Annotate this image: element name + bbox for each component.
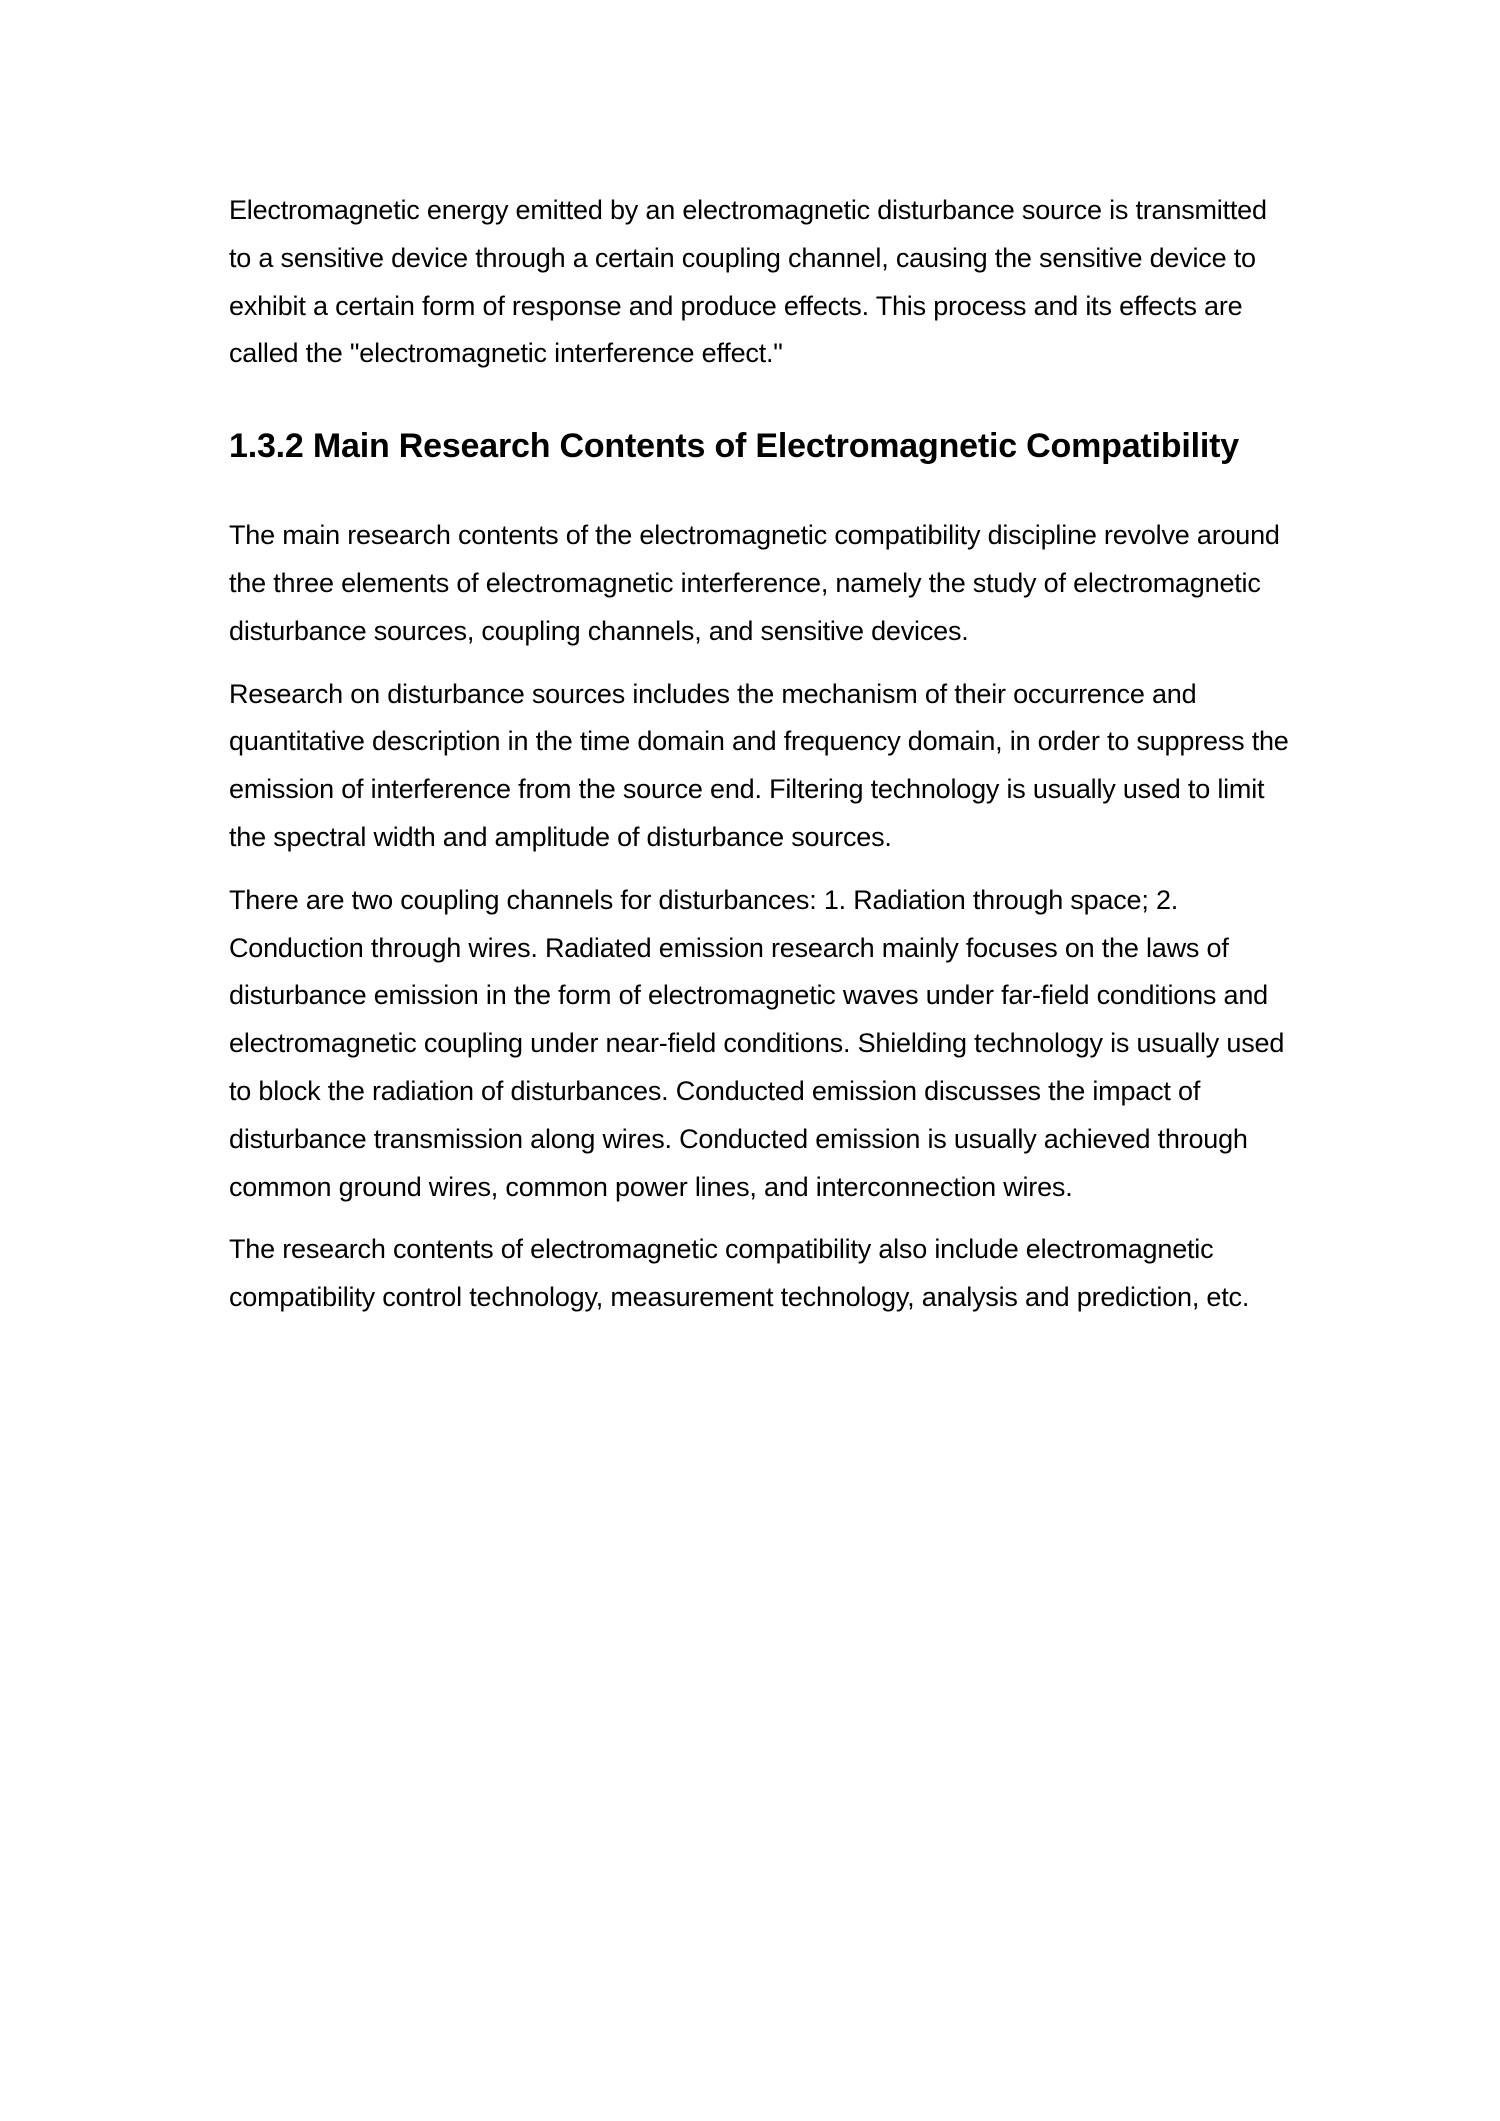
document-page bbox=[229, 187, 1289, 1337]
paragraph-coupling-channels: There are two coupling channels for disturbances: 1. Radiation through space; 2. Conduction through wires. Radiated emission research mainly focuses on the laws of disturbance emission in the form of electromagnetic waves under far-field conditions and electromagnetic coupling under near-field conditions. Shielding technology is usually used to block the radiation of disturbances. Conducted emission discusses the impact of disturbance transmission along wires. Conducted emission is usually achieved through common ground wires, common power lines, and interconnection wires. bbox=[229, 884, 1285, 1202]
paragraph-other-contents: The research contents of electromagnetic compatibility also include electromagnetic compatibility control technology, measurement technology, analysis and prediction, etc. bbox=[229, 1234, 1250, 1313]
paragraph-research-contents: The main research contents of the electromagnetic compatibility discipline revolve around the three elements of electromagnetic interference, namely the study of electromagnetic disturbance sources, coupling channels, and sensitive devices. bbox=[229, 520, 1280, 646]
intro-paragraph: Electromagnetic energy emitted by an electromagnetic disturbance source is transmitted to a sensitive device through a certain coupling channel, causing the sensitive device to exhibit a certain form of response and produce effects. This process and its effects are called the "electromagnetic interference effect." bbox=[229, 195, 1267, 369]
paragraph-disturbance-sources: Research on disturbance sources includes the mechanism of their occurrence and quantitative description in the time domain and frequency domain, in order to suppress the emission of interference from the source end. Filtering technology is usually used to limit the spectral width and amplitude of disturbance sources. bbox=[229, 678, 1289, 852]
section-heading: 1.3.2 Main Research Contents of Electromagnetic Compatibility bbox=[229, 427, 1239, 466]
